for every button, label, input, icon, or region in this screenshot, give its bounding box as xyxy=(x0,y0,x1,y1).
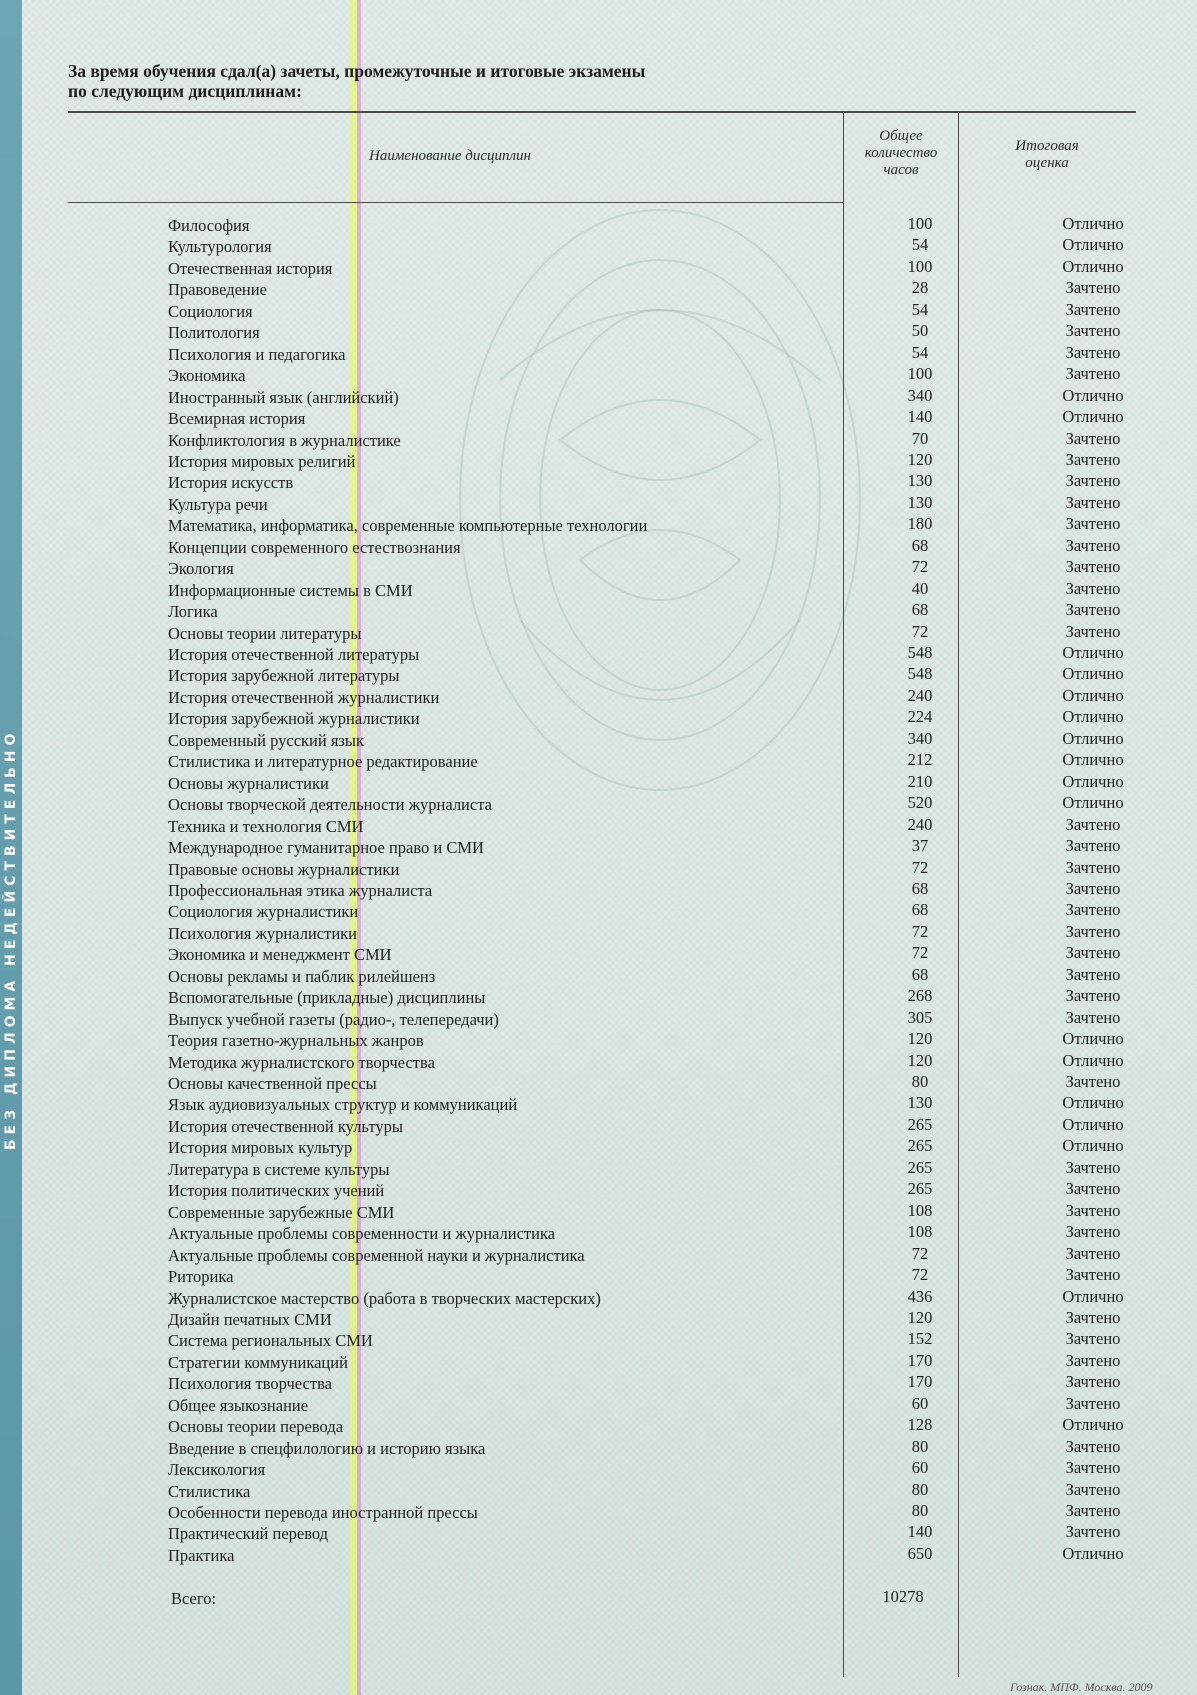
discipline-grade: Зачтено xyxy=(1065,1350,1121,1370)
discipline-name: Математика, информатика, современные компьютерные технологии xyxy=(168,516,648,536)
table-row xyxy=(0,256,1197,281)
discipline-name: Международное гуманитарное право и СМИ xyxy=(168,838,484,858)
discipline-name: Основы журналистики xyxy=(168,773,329,793)
discipline-grade: Зачтено xyxy=(1065,1522,1121,1542)
discipline-grade: Отлично xyxy=(1062,1543,1124,1563)
table-row xyxy=(0,814,1197,839)
discipline-name: Экономика xyxy=(168,366,246,386)
discipline-hours: 224 xyxy=(907,707,933,727)
discipline-name: Философия xyxy=(168,216,250,235)
discipline-hours: 265 xyxy=(907,1179,933,1199)
discipline-name: Язык аудиовизуальных структур и коммуникаций xyxy=(168,1095,518,1115)
discipline-grade: Зачтено xyxy=(1065,449,1121,469)
discipline-grade: Зачтено xyxy=(1065,428,1121,448)
discipline-hours: 520 xyxy=(907,793,933,813)
discipline-hours: 240 xyxy=(907,685,933,705)
discipline-hours: 130 xyxy=(907,1093,933,1113)
discipline-hours: 72 xyxy=(911,943,929,963)
discipline-hours: 68 xyxy=(911,878,929,898)
discipline-name: Литература в системе культуры xyxy=(168,1159,390,1179)
discipline-name: Актуальные проблемы современности и журналистика xyxy=(168,1224,556,1244)
discipline-grade: Зачтено xyxy=(1065,600,1121,620)
discipline-hours: 265 xyxy=(907,1157,933,1177)
discipline-name: Выпуск учебной газеты (радио-, телепередачи) xyxy=(168,1009,499,1029)
discipline-hours: 548 xyxy=(907,664,933,684)
discipline-grade: Зачтено xyxy=(1065,535,1121,555)
table-row xyxy=(0,857,1197,882)
discipline-hours: 340 xyxy=(907,385,933,405)
discipline-grade: Отлично xyxy=(1062,1114,1124,1134)
table-row xyxy=(0,685,1197,710)
discipline-hours: 265 xyxy=(907,1114,933,1134)
discipline-hours: 210 xyxy=(907,771,933,791)
table-row xyxy=(0,1007,1197,1032)
discipline-name: Стилистика xyxy=(168,1481,251,1501)
discipline-grade: Отлично xyxy=(1062,664,1124,684)
discipline-name: Политология xyxy=(168,323,260,343)
discipline-name: История зарубежной литературы xyxy=(168,666,400,686)
table-row xyxy=(0,771,1197,796)
table-row xyxy=(0,1224,1197,1246)
table-row xyxy=(0,1267,1197,1289)
total-hours: 10278 xyxy=(882,1587,924,1606)
discipline-name: Введение в спецфилологию и историю языка xyxy=(168,1438,486,1458)
discipline-name: Стилистика и литературное редактирование xyxy=(168,752,478,772)
discipline-grade: Зачтено xyxy=(1065,1243,1121,1263)
table-row xyxy=(0,964,1197,989)
table-row xyxy=(0,559,1197,581)
table-row xyxy=(0,1503,1197,1525)
discipline-grade: Зачтено xyxy=(1065,621,1121,641)
discipline-name: Экономика и менеджмент СМИ xyxy=(168,945,392,965)
discipline-hours: 72 xyxy=(911,857,929,877)
discipline-hours: 130 xyxy=(907,492,933,512)
table-row xyxy=(0,1286,1197,1311)
discipline-name: Социология xyxy=(168,301,253,321)
discipline-name: Основы теории литературы xyxy=(168,623,362,643)
discipline-grade: Отлично xyxy=(1062,214,1124,233)
discipline-hours: 180 xyxy=(907,514,933,534)
discipline-name: Практика xyxy=(168,1545,235,1565)
table-row xyxy=(0,342,1197,367)
discipline-hours: 212 xyxy=(907,750,933,770)
discipline-name: История отечественной литературы xyxy=(168,645,420,664)
discipline-hours: 100 xyxy=(907,256,933,276)
discipline-name: Современный русский язык xyxy=(168,730,365,750)
discipline-grade: Отлично xyxy=(1062,407,1124,427)
table-row xyxy=(0,1524,1197,1546)
table-row xyxy=(0,1031,1197,1053)
table-row xyxy=(0,323,1197,345)
discipline-grade: Зачтено xyxy=(1065,557,1121,577)
discipline-name: Техника и технология СМИ xyxy=(168,816,364,836)
discipline-hours: 130 xyxy=(907,471,933,491)
discipline-name: Современные зарубежные СМИ xyxy=(168,1202,395,1222)
table-row xyxy=(0,1393,1197,1418)
table-row xyxy=(0,752,1197,774)
discipline-name: История отечественной культуры xyxy=(168,1116,403,1136)
discipline-hours: 40 xyxy=(911,578,929,598)
table-row xyxy=(0,237,1197,259)
table-row xyxy=(0,535,1197,560)
table-top-rule xyxy=(68,111,1136,113)
table-row xyxy=(0,492,1197,517)
table-row xyxy=(0,1350,1197,1375)
discipline-grade: Зачтено xyxy=(1065,321,1121,341)
discipline-name: Методика журналистского творчества xyxy=(168,1052,435,1072)
table-row xyxy=(0,602,1197,624)
discipline-grade: Отлично xyxy=(1062,793,1124,813)
discipline-grade: Зачтено xyxy=(1065,1200,1121,1220)
table-row xyxy=(0,988,1197,1010)
discipline-hours: 265 xyxy=(907,1136,933,1156)
discipline-grade: Отлично xyxy=(1062,728,1124,748)
discipline-grade: Отлично xyxy=(1062,1286,1124,1306)
table-row xyxy=(0,728,1197,753)
discipline-name: Психология творчества xyxy=(168,1374,332,1394)
discipline-hours: 100 xyxy=(907,364,933,384)
discipline-hours: 650 xyxy=(907,1543,933,1563)
discipline-grade: Зачтено xyxy=(1065,814,1121,834)
table-row xyxy=(0,516,1197,538)
heading-line-2: по следующим дисциплинам: xyxy=(68,81,302,101)
page-heading xyxy=(68,61,645,101)
discipline-hours: 80 xyxy=(911,1479,929,1499)
discipline-hours: 68 xyxy=(911,600,929,620)
table-row xyxy=(0,1095,1197,1117)
table-row xyxy=(0,428,1197,453)
discipline-name: Социология журналистики xyxy=(168,902,359,922)
discipline-grade: Отлично xyxy=(1062,1136,1124,1156)
discipline-hours: 120 xyxy=(907,1050,933,1070)
discipline-hours: 60 xyxy=(911,1393,929,1413)
discipline-name: Психология и педагогика xyxy=(168,344,346,364)
discipline-hours: 80 xyxy=(911,1501,929,1520)
table-row xyxy=(0,921,1197,946)
discipline-name: Актуальные проблемы современной науки и журналистика xyxy=(168,1245,585,1265)
discipline-grade: Зачтено xyxy=(1065,1393,1121,1413)
table-row xyxy=(0,709,1197,731)
discipline-hours: 72 xyxy=(911,1265,929,1285)
column-header-name: Наименование дисциплин xyxy=(369,148,531,164)
discipline-grade: Зачтено xyxy=(1065,1436,1121,1456)
discipline-name: История политических учений xyxy=(168,1181,385,1201)
discipline-hours: 54 xyxy=(911,299,929,319)
discipline-name: Дизайн печатных СМИ xyxy=(168,1309,332,1329)
discipline-name: Риторика xyxy=(168,1267,234,1287)
discipline-hours: 108 xyxy=(907,1222,933,1242)
table-row xyxy=(0,645,1197,667)
discipline-name: Конфликтология в журналистике xyxy=(168,430,401,450)
discipline-name: Психология журналистики xyxy=(168,923,357,943)
discipline-grade: Зачтено xyxy=(1065,1179,1121,1199)
table-row xyxy=(0,280,1197,302)
table-row xyxy=(0,1200,1197,1225)
table-row xyxy=(0,878,1197,903)
discipline-name: Культура речи xyxy=(168,494,268,514)
discipline-grade: Отлично xyxy=(1062,707,1124,727)
discipline-grade: Отлично xyxy=(1062,1029,1124,1049)
discipline-name: Культурология xyxy=(168,237,272,257)
discipline-hours: 28 xyxy=(911,278,929,298)
table-row xyxy=(0,1157,1197,1182)
table-row xyxy=(0,1417,1197,1439)
discipline-grade: Зачтено xyxy=(1065,278,1121,298)
discipline-name: Журналистское мастерство (работа в творческих мастерских) xyxy=(168,1288,601,1308)
discipline-grade: Отлично xyxy=(1062,750,1124,770)
discipline-hours: 68 xyxy=(911,900,929,920)
column-header-hours: Общее количество часов xyxy=(864,128,938,178)
discipline-grade: Отлично xyxy=(1062,685,1124,705)
discipline-name: Отечественная история xyxy=(168,258,333,278)
total-label: Всего: xyxy=(171,1589,217,1608)
discipline-hours: 305 xyxy=(907,1007,933,1027)
discipline-grade: Зачтено xyxy=(1065,1307,1121,1327)
discipline-hours: 436 xyxy=(907,1286,933,1306)
discipline-hours: 340 xyxy=(907,728,933,748)
discipline-grade: Зачтено xyxy=(1065,492,1121,512)
table-row xyxy=(0,449,1197,474)
header-bottom-rule xyxy=(68,202,844,203)
discipline-hours: 140 xyxy=(907,407,933,427)
table-row xyxy=(0,621,1197,646)
discipline-hours: 170 xyxy=(907,1372,933,1392)
table-row xyxy=(0,1307,1197,1332)
discipline-name: Экология xyxy=(168,559,234,579)
discipline-grade: Зачтено xyxy=(1065,471,1121,491)
discipline-hours: 60 xyxy=(911,1458,929,1478)
discipline-grade: Зачтено xyxy=(1065,364,1121,384)
table-row xyxy=(0,578,1197,603)
discipline-grade: Отлично xyxy=(1062,235,1124,255)
discipline-hours: 68 xyxy=(911,535,929,555)
discipline-name: Правоведение xyxy=(168,280,267,300)
discipline-name: История мировых религий xyxy=(168,451,356,471)
discipline-name: Концепции современного естествознания xyxy=(168,537,461,557)
discipline-grade: Зачтено xyxy=(1065,342,1121,362)
table-row xyxy=(0,1114,1197,1139)
discipline-name: История искусств xyxy=(168,473,294,493)
discipline-name: Основы качественной прессы xyxy=(168,1074,377,1093)
table-row xyxy=(0,1074,1197,1096)
discipline-hours: 50 xyxy=(911,321,929,341)
discipline-grade: Зачтено xyxy=(1065,878,1121,898)
discipline-hours: 240 xyxy=(907,814,933,834)
discipline-hours: 128 xyxy=(907,1415,933,1435)
discipline-hours: 72 xyxy=(911,557,929,577)
discipline-grade: Зачтено xyxy=(1065,1329,1121,1349)
discipline-hours: 548 xyxy=(907,643,933,662)
discipline-grade: Зачтено xyxy=(1065,836,1121,856)
discipline-hours: 72 xyxy=(911,921,929,941)
table-row xyxy=(0,902,1197,924)
discipline-grade: Отлично xyxy=(1062,385,1124,405)
discipline-name: Практический перевод xyxy=(168,1524,329,1544)
table-row xyxy=(0,385,1197,410)
table-row xyxy=(0,1543,1197,1568)
discipline-name: Общее языкознание xyxy=(168,1395,309,1415)
discipline-name: Система региональных СМИ xyxy=(168,1331,373,1351)
discipline-grade: Зачтено xyxy=(1065,1479,1121,1499)
discipline-grade: Отлично xyxy=(1062,1050,1124,1070)
table-row xyxy=(0,216,1197,238)
discipline-hours: 152 xyxy=(907,1329,933,1349)
table-row xyxy=(0,795,1197,817)
discipline-grade: Зачтено xyxy=(1065,514,1121,534)
discipline-grade: Зачтено xyxy=(1065,943,1121,963)
printer-imprint: Гознак. МПФ. Москва. 2009 xyxy=(1010,1680,1153,1694)
discipline-name: История мировых культур xyxy=(168,1138,353,1158)
discipline-hours: 268 xyxy=(907,986,933,1006)
discipline-grade: Зачтено xyxy=(1065,1372,1121,1392)
discipline-name: Основы рекламы и паблик рилейшенз xyxy=(168,966,436,986)
discipline-name: Теория газетно-журнальных жанров xyxy=(168,1031,424,1051)
discipline-grade: Отлично xyxy=(1062,643,1124,662)
discipline-hours: 80 xyxy=(911,1436,929,1456)
discipline-name: Логика xyxy=(168,602,218,622)
discipline-grade: Зачтено xyxy=(1065,1501,1121,1520)
discipline-grade: Зачтено xyxy=(1065,1265,1121,1285)
discipline-name: Иностранный язык (английский) xyxy=(168,387,399,407)
discipline-grade: Отлично xyxy=(1062,1415,1124,1435)
discipline-hours: 108 xyxy=(907,1200,933,1220)
table-row xyxy=(0,1050,1197,1075)
discipline-hours: 68 xyxy=(911,964,929,984)
table-row xyxy=(0,1243,1197,1268)
discipline-name: Всемирная история xyxy=(168,409,306,429)
discipline-grade: Зачтено xyxy=(1065,1222,1121,1242)
discipline-grade: Зачтено xyxy=(1065,964,1121,984)
discipline-grade: Зачтено xyxy=(1065,857,1121,877)
discipline-hours: 100 xyxy=(907,214,933,233)
discipline-hours: 70 xyxy=(911,428,929,448)
table-row xyxy=(0,1460,1197,1482)
discipline-grade: Зачтено xyxy=(1065,921,1121,941)
table-row xyxy=(0,666,1197,688)
discipline-hours: 120 xyxy=(907,449,933,469)
discipline-grade: Зачтено xyxy=(1065,1072,1121,1091)
discipline-hours: 80 xyxy=(911,1072,929,1091)
discipline-grade: Зачтено xyxy=(1065,1458,1121,1478)
table-row xyxy=(0,299,1197,324)
discipline-name: Вспомогательные (прикладные) дисциплины xyxy=(168,988,486,1008)
table-row xyxy=(0,1374,1197,1396)
discipline-name: Основы теории перевода xyxy=(168,1417,344,1437)
discipline-name: История отечественной журналистики xyxy=(168,687,440,707)
discipline-grade: Отлично xyxy=(1062,1093,1124,1113)
column-header-grade: Итоговая оценка xyxy=(1015,138,1079,171)
discipline-hours: 54 xyxy=(911,235,929,255)
discipline-grade: Зачтено xyxy=(1065,1007,1121,1027)
discipline-name: История зарубежной журналистики xyxy=(168,709,420,729)
discipline-grade: Зачтено xyxy=(1065,578,1121,598)
discipline-grade: Зачтено xyxy=(1065,299,1121,319)
discipline-hours: 72 xyxy=(911,621,929,641)
table-row xyxy=(0,945,1197,967)
discipline-name: Лексикология xyxy=(168,1460,266,1480)
table-row xyxy=(0,366,1197,388)
discipline-hours: 140 xyxy=(907,1522,933,1542)
table-row xyxy=(0,409,1197,431)
discipline-hours: 54 xyxy=(911,342,929,362)
table-row xyxy=(0,1331,1197,1353)
discipline-hours: 170 xyxy=(907,1350,933,1370)
discipline-grade: Отлично xyxy=(1062,256,1124,276)
side-warning-label: БЕЗ ДИПЛОМА НЕДЕЙСТВИТЕЛЬНО xyxy=(3,728,19,1150)
discipline-hours: 120 xyxy=(907,1029,933,1049)
heading-line-1: За время обучения сдал(а) зачеты, промежуточные и итоговые экзамены xyxy=(68,61,646,81)
table-row xyxy=(0,1479,1197,1504)
table-row xyxy=(0,473,1197,495)
discipline-grade: Зачтено xyxy=(1065,986,1121,1006)
discipline-name: Особенности перевода иностранной прессы xyxy=(168,1503,478,1522)
discipline-hours: 120 xyxy=(907,1307,933,1327)
discipline-grade: Зачтено xyxy=(1065,900,1121,920)
table-row xyxy=(0,1138,1197,1160)
discipline-hours: 37 xyxy=(911,836,929,856)
discipline-name: Стратегии коммуникаций xyxy=(168,1352,348,1372)
discipline-name: Информационные системы в СМИ xyxy=(168,580,413,600)
table-row xyxy=(0,1436,1197,1461)
discipline-name: Профессиональная этика журналиста xyxy=(168,880,433,900)
discipline-grade: Зачтено xyxy=(1065,1157,1121,1177)
discipline-hours: 72 xyxy=(911,1243,929,1263)
table-row xyxy=(0,1181,1197,1203)
discipline-name: Правовые основы журналистики xyxy=(168,859,400,879)
discipline-grade: Отлично xyxy=(1062,771,1124,791)
discipline-name: Основы творческой деятельности журналиста xyxy=(168,795,492,815)
table-row xyxy=(0,838,1197,860)
